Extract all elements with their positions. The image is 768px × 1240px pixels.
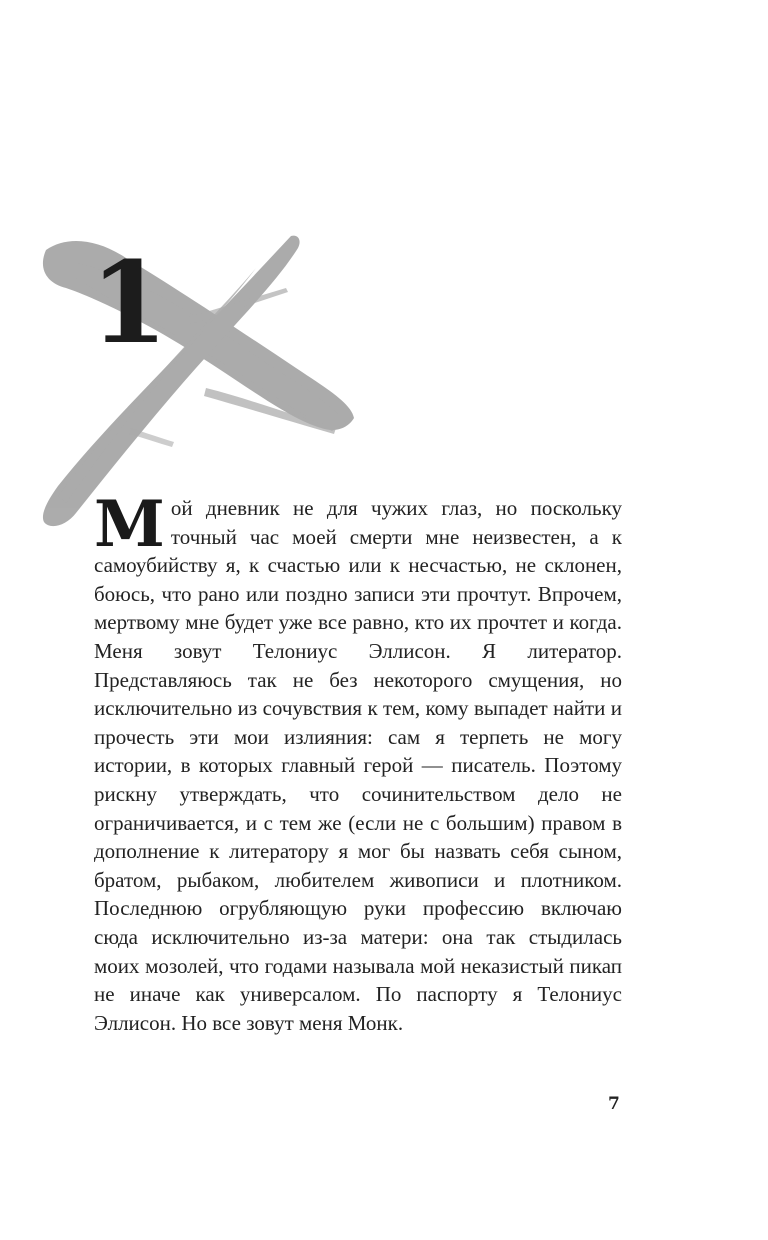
brush-stroke-x-decoration xyxy=(36,228,366,538)
body-text xyxy=(94,487,622,1037)
page-number: 7 xyxy=(608,1094,620,1114)
paragraph-text: ой дневник не для чужих глаз, но поскольку точный час моей смерти мне неизвестен, а к самоубийству я, к счастью или к несчастью, не склонен, боюсь, что рано или поздно записи эти прочтут. Впрочем, мертвому мне будет уже все равно, кто их прочтет и когда. Меня зовут Телониус Эллисон. Я литератор. Представляюсь так не без некоторого смущения, но исключительно из сочувствия к тем, кому выпадет найти и прочесть эти мои излияния: сам я терпеть не могу истории, в которых главный герой — писатель. Поэтому рискну утверждать, что сочинительством дело не ограничивается, и с тем же (если не с большим) правом в дополнение к литератору я мог бы назвать себя сыном, братом, рыбаком, любителем живописи и плотником. Последнюю огрубляющую руки профессию включаю сюда исключительно из-за матери: она так стыдилась моих мозолей, что годами называла мой неказистый пикап не иначе как универсалом. По паспорту я Телониус Эллисон. Но все зовут меня Монк. xyxy=(94,496,622,1035)
body-paragraph xyxy=(94,487,622,1037)
drop-cap: М xyxy=(94,487,165,562)
chapter-number: 1 xyxy=(90,238,168,369)
